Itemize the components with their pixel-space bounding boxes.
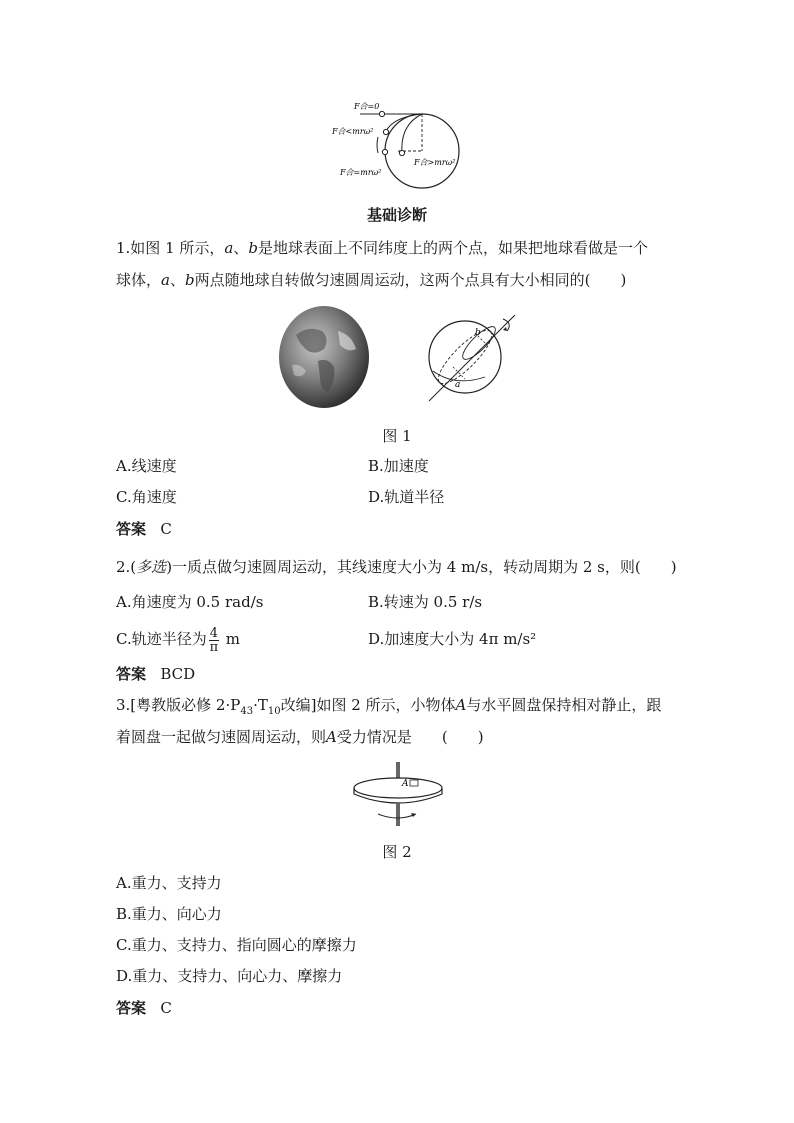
earth-image bbox=[278, 305, 370, 409]
turntable-diagram bbox=[348, 760, 448, 830]
q1-stem-line1: 1.如图 1 所示，a、b是地球表面上不同纬度上的两个点，如果把地球看做是一个 bbox=[116, 239, 648, 257]
q3-option-a: A.重力、支持力 bbox=[116, 874, 222, 892]
fraction: $\frac{4}{\pi}$ bbox=[209, 625, 219, 655]
answer-value: BCD bbox=[160, 665, 196, 683]
q2-option-c: C.轨迹半径为 $\frac{4}{\pi}$ m bbox=[116, 625, 241, 655]
q3-option-b: B.重力、向心力 bbox=[116, 905, 222, 923]
q2-answer bbox=[116, 664, 195, 684]
q1-answer bbox=[116, 519, 172, 539]
section-title: 基础诊断 bbox=[366, 206, 427, 224]
q3-option-d: D.重力、支持力、向心力、摩擦力 bbox=[116, 967, 343, 985]
label-f-less: F合<mrω² bbox=[332, 127, 374, 136]
q3-answer bbox=[116, 998, 172, 1018]
centrifugal-diagram bbox=[330, 95, 465, 195]
answer-value: C bbox=[160, 520, 172, 538]
q2-stem: 2.(多选)一质点做匀速圆周运动，其线速度大小为 4 m/s，转动周期为 2 s，则( ) bbox=[116, 558, 677, 576]
q1-option-b: B.加速度 bbox=[368, 457, 429, 475]
q1-option-a: A.线速度 bbox=[116, 457, 177, 475]
q3-stem-line1: 3.[粤教版必修 $2\cdot P_{43}\cdot T_{10}$改编]如图 2 所示，小物体A与水平圆盘保持相对静止，跟 bbox=[116, 696, 662, 717]
globe-label-a: a bbox=[455, 380, 461, 390]
answer-label: 答案 bbox=[116, 665, 147, 683]
multi-select-tag: 多选 bbox=[136, 558, 167, 576]
q2-option-b: B.转速为 0.5 r/s bbox=[368, 593, 483, 611]
label-f-equal: F合=mrω² bbox=[340, 168, 382, 177]
answer-label: 答案 bbox=[116, 520, 147, 538]
q3-stem-line2: 着圆盘一起做匀速圆周运动，则A受力情况是 ( ) bbox=[116, 728, 484, 746]
q2-option-a: A.角速度为 0.5 rad/s bbox=[116, 593, 264, 611]
q1-option-d: D.轨道半径 bbox=[368, 488, 445, 506]
answer-label: 答案 bbox=[116, 999, 147, 1017]
label-f-zero: F合=0 bbox=[354, 102, 380, 111]
fig1-caption: 图 1 bbox=[382, 427, 412, 445]
globe-diagram bbox=[415, 305, 525, 410]
fig2-caption: 图 2 bbox=[382, 843, 412, 861]
object-label-a: A bbox=[402, 779, 409, 789]
answer-value: C bbox=[160, 999, 172, 1017]
q1-stem-line2: 球体，a、b两点随地球自转做匀速圆周运动，这两个点具有大小相同的( ) bbox=[116, 271, 627, 289]
label-f-greater: F合>mrω² bbox=[414, 158, 456, 167]
q2-option-d: D.加速度大小为 4π m/s² bbox=[368, 630, 537, 648]
q3-option-c: C.重力、支持力、指向圆心的摩擦力 bbox=[116, 936, 357, 954]
globe-label-b: b bbox=[475, 328, 481, 338]
q1-option-c: C.角速度 bbox=[116, 488, 177, 506]
